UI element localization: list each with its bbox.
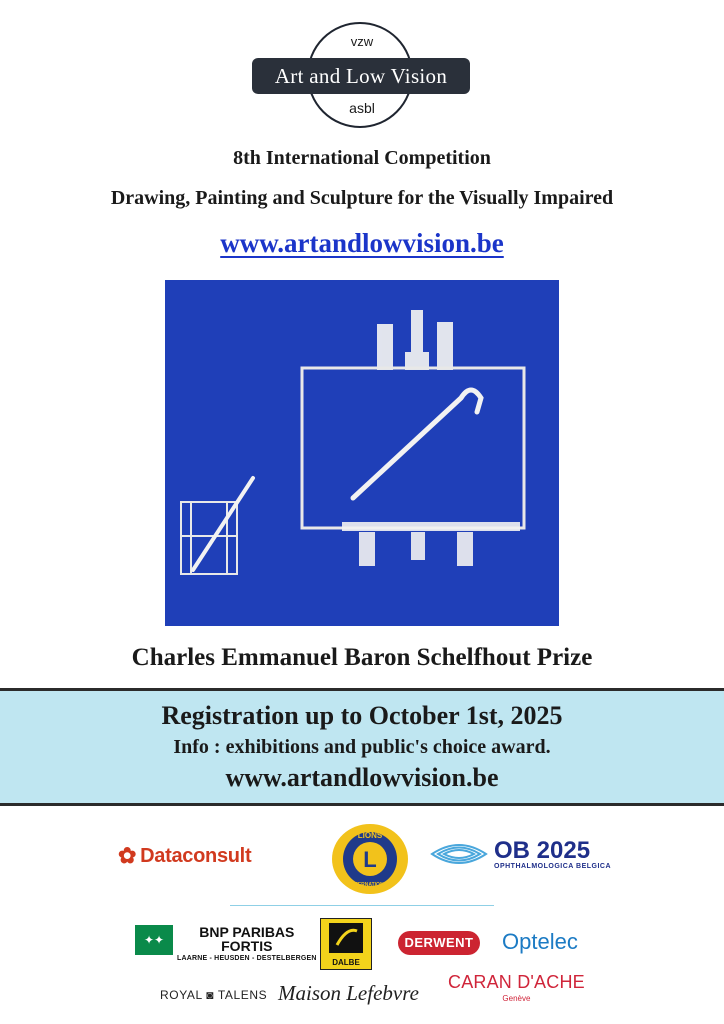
logo-asbl-text: asbl: [349, 100, 375, 116]
artwork-easel-drawing: [165, 280, 559, 626]
bnp-name: BNP PARIBAS: [199, 924, 295, 940]
sponsor-optelec: Optelec: [502, 929, 578, 954]
bnp-locations: LAARNE - HEUSDEN - DESTELBERGEN: [177, 955, 317, 962]
logo-vzw-text: vzw: [350, 34, 374, 49]
sponsor-lions-international-logo: [330, 822, 410, 896]
caran-dache-name: CARAN D'ACHE: [448, 972, 585, 992]
logo-name-bar: Art and Low Vision: [252, 58, 470, 94]
sponsor-dalbe: [320, 918, 372, 970]
sponsor-bnp-paribas-fortis: [135, 925, 317, 962]
sponsor-caran-dache: [448, 972, 585, 1003]
prize-title: Charles Emmanuel Baron Schelfhout Prize: [131, 644, 593, 671]
sponsor-maison-lefebvre: Maison Lefebvre: [278, 981, 419, 1005]
lions-text: LIONS: [357, 831, 383, 840]
easel-ledge: [342, 522, 520, 531]
ob-title: OB 2025: [494, 836, 591, 864]
dataconsult-label: Dataconsult: [140, 844, 252, 867]
dalbe-label: DALBE: [332, 958, 360, 967]
sponsor-royal-talens: ROYAL ◙ TALENS: [160, 988, 268, 1002]
dataconsult-flower-icon: ✿: [118, 843, 137, 868]
sponsor-derwent: DERWENT: [398, 931, 480, 955]
bnp-fortis: FORTIS: [221, 938, 273, 954]
lions-letter: L: [363, 847, 377, 872]
registration-band: [0, 688, 724, 806]
competition-subtitle: Drawing, Painting and Sculpture for the Visually Impaired: [110, 187, 614, 209]
eye-waves-icon: [430, 838, 488, 870]
info-text: Info : exhibitions and public's choice award.: [173, 736, 551, 758]
registration-deadline: Registration up to October 1st, 2025: [161, 701, 563, 730]
ob-subtitle: OPHTHALMOLOGICA BELGICA: [494, 862, 612, 870]
competition-title: 8th International Competition: [233, 147, 491, 169]
organization-logo: [252, 22, 472, 130]
sponsor-divider: [230, 905, 494, 906]
sponsor-ob-2025: [430, 838, 611, 870]
dalbe-emblem-icon: [321, 919, 371, 957]
caran-dache-geneve: Genève: [502, 994, 531, 1003]
website-link[interactable]: www.artandlowvision.be: [220, 228, 504, 258]
band-website-link[interactable]: www.artandlowvision.be: [225, 763, 499, 792]
bnp-stars-icon: ✦✦: [135, 925, 173, 955]
lions-international-text: INTERNATIONAL: [349, 882, 391, 888]
sponsor-dataconsult: [118, 843, 251, 869]
